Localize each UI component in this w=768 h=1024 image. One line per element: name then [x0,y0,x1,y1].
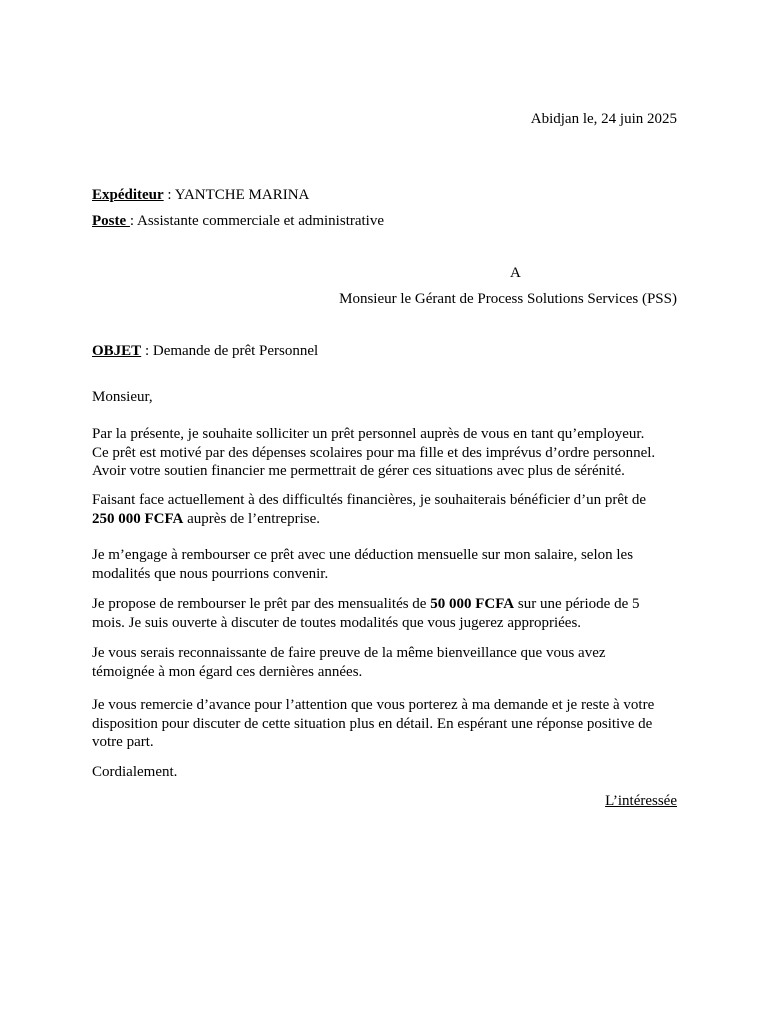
paragraph-line: disposition pour discuter de cette situation plus en détail. En espérant une réponse positive de [92,715,653,732]
paragraph-line: Par la présente, je souhaite solliciter un prêt personnel auprès de vous en tant qu’employeur. [92,426,645,442]
poste-value: Assistante commerciale et administrative [137,213,385,229]
closing: Cordialement. [92,764,178,780]
paragraph-text: auprès de l’entreprise. [183,510,320,527]
paragraph-text: sur une période de 5 [514,596,640,612]
sender-line [92,187,309,204]
sender-label: Expéditeur [92,187,164,203]
recipient-name: Monsieur le Gérant de Process Solutions Services (PSS) [339,291,677,307]
subject-label: OBJET [92,343,142,359]
monthly-amount: 50 000 FCFA [430,596,515,612]
paragraph-text: Je propose de rembourser le prêt par des mensualités de [92,596,431,612]
paragraph-gratitude [92,644,677,681]
paragraph-line [92,595,677,614]
subject-value: Demande de prêt Personnel [152,343,319,359]
paragraph-amount [92,491,677,528]
paragraph-motive [92,425,677,481]
paragraph-line: Avoir votre soutien financier me permettrait de gérer ces situations avec plus de sérénité. [92,463,625,479]
loan-amount: 250 000 FCFA [92,510,184,527]
paragraph-line: Je m’engage à rembourser ce prêt avec une déduction mensuelle sur mon salaire, selon les [92,547,634,563]
salutation: Monsieur, [92,389,153,405]
letter-date: Abidjan le, 24 juin 2025 [530,111,677,127]
paragraph-thanks [92,696,677,752]
sender-separator: : [163,187,175,203]
paragraph-commitment [92,546,677,583]
poste-label: Poste [92,213,130,229]
paragraph-line: Ce prêt est motivé par des dépenses scolaires pour ma fille et des imprévus d’ordre personnel. [92,444,656,461]
paragraph-line: modalités que nous pourrions convenir. [92,565,329,582]
paragraph-line: Je vous remercie d’avance pour l’attention que vous porterez à ma demande et je reste à votre [92,697,655,713]
sender-name: YANTCHE MARINA [174,187,310,203]
paragraph-line: mois. Je suis ouverte à discuter de toutes modalités que vous jugerez appropriées. [92,614,582,631]
recipient-prefix: A [510,265,521,281]
paragraph-line [92,510,677,529]
paragraph-line: Faisant face actuellement à des difficultés financières, je souhaiterais bénéficier d’un prêt de [92,492,647,508]
subject-line [92,343,318,360]
paragraph-repayment [92,595,677,632]
subject-separator: : [141,343,153,359]
poste-separator: : [129,213,137,229]
paragraph-line: témoignée à mon égard ces dernières années. [92,663,363,680]
signature: L’intéressée [605,793,677,809]
poste-line [92,213,384,230]
paragraph-line: Je vous serais reconnaissante de faire preuve de la même bienveillance que vous avez [92,645,606,661]
paragraph-line: votre part. [92,734,154,750]
